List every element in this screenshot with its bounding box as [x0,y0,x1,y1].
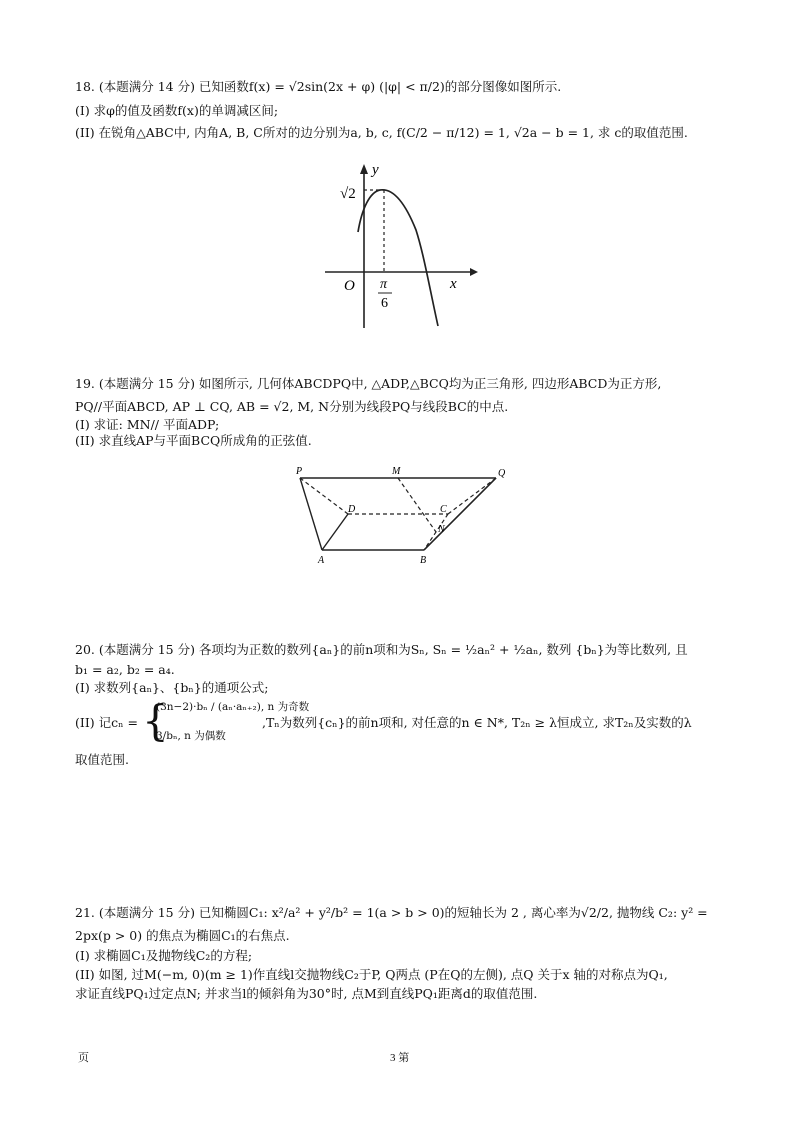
q20-line-4b: ,Tₙ为数列{cₙ}的前n项和, 对任意的n ∈ N*, T₂ₙ ≥ λ恒成立, 求T₂ₙ及实数的λ [262,715,692,730]
vertex-c-label: C [440,504,447,515]
graph-origin-label: O [344,278,355,294]
q19-solid-figure [290,462,520,572]
q19-line-1: 19. (本题满分 15 分) 如图所示, 几何体ABCDPQ中, △ADP,△BCQ均为正三角形, 四边形ABCD为正方形, [75,376,662,391]
q20-case-even: 3/bₙ, n 为偶数 [156,730,226,742]
q21-line-5: 求证直线PQ₁过定点N; 并求当l的倾斜角为30°时, 点M到直线PQ₁距离d的取值范围. [75,986,538,1001]
q20-piecewise-brace: { [142,696,169,745]
graph-y-label: y [372,162,379,178]
q19-line-3: (I) 求证: MN// 平面ADP; [75,417,220,432]
footer-left: 页 [78,1052,89,1064]
q21-line-1: 21. (本题满分 15 分) 已知椭圆C₁: x²/a² + y²/b² = 1(a > b > 0)的短轴长为 2 , 离心率为√2/2, 抛物线 C₂: y² = [75,905,708,920]
graph-peak-label: √2 [340,186,356,202]
q21-line-3: (I) 求椭圆C₁及抛物线C₂的方程; [75,948,253,963]
q20-line-4a: (II) 记cₙ = [75,715,138,730]
vertex-d-label: D [348,504,356,515]
q19-line-2: PQ//平面ABCD, AP ⊥ CQ, AB = √2, M, N分别为线段PQ与线段BC的中点. [75,399,509,414]
q19-line-4: (II) 求直线AP与平面BCQ所成角的正弦值. [75,433,312,448]
q20-case-odd: (3n−2)·bₙ / (aₙ·aₙ₊₂), n 为奇数 [156,701,310,713]
q18-function-graph [320,160,480,330]
footer-page-number: 3 第 [390,1052,410,1064]
vertex-n-label: N [438,524,445,535]
q18-line-1: 18. (本题满分 14 分) 已知函数f(x) = √2sin(2x + φ) (|φ| < π/2)的部分图像如图所示. [75,79,562,94]
q18-line-2: (I) 求φ的值及函数f(x)的单调减区间; [75,103,279,118]
graph-pi-label: π [380,277,388,292]
vertex-q-label: Q [498,468,506,479]
vertex-m-label: M [392,466,401,477]
q21-line-4: (II) 如图, 过M(−m, 0)(m ≥ 1)作直线l交抛物线C₂于P, Q两点 (P在Q的左侧), 点Q 关于x 轴的对称点为Q₁, [75,967,668,982]
vertex-a-label: A [318,555,325,566]
graph-six-label: 6 [381,296,388,311]
q20-line-1: 20. (本题满分 15 分) 各项均为正数的数列{aₙ}的前n项和为Sₙ, Sₙ = ½aₙ² + ½aₙ, 数列 {bₙ}为等比数列, 且 [75,642,688,657]
q20-line-2: b₁ = a₂, b₂ = a₄. [75,662,175,677]
q21-line-2: 2px(p > 0) 的焦点为椭圆C₁的右焦点. [75,928,290,943]
q20-line-3: (I) 求数列{aₙ}、{bₙ}的通项公式; [75,680,269,695]
graph-x-label: x [450,276,457,292]
q18-line-3: (II) 在锐角△ABC中, 内角A, B, C所对的边分别为a, b, c, f(C/2 − π/12) = 1, √2a − b = 1, 求 c的取值范围. [75,125,688,140]
vertex-p-label: P [296,466,303,477]
q20-line-5: 取值范围. [75,752,129,767]
vertex-b-label: B [420,555,427,566]
